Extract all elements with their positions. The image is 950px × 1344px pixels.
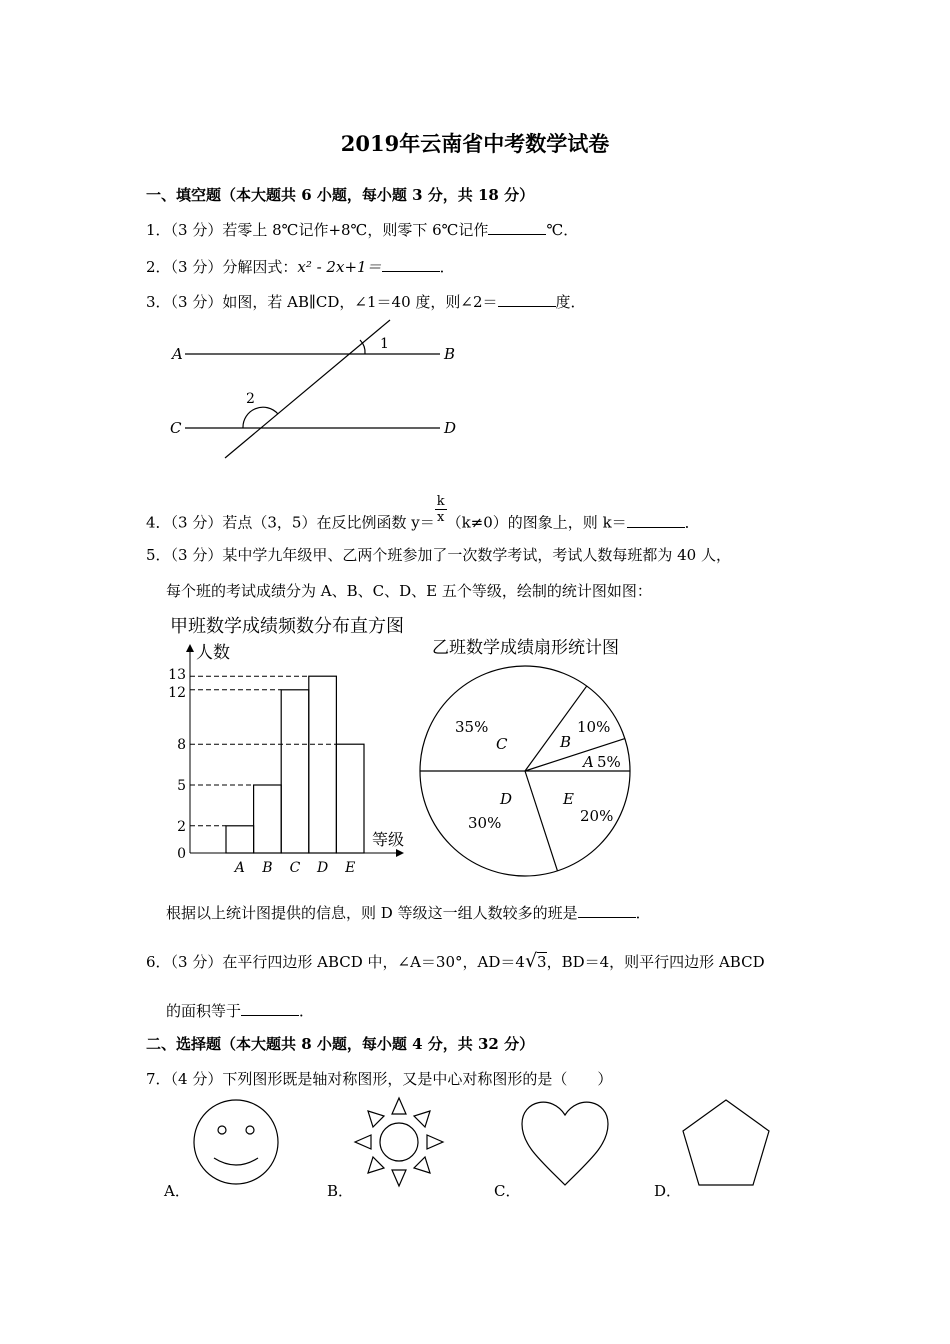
page-title: 2019年云南省中考数学试卷: [340, 131, 610, 156]
q-text: ．: [439, 258, 455, 276]
question-7: [146, 1068, 612, 1089]
q-text: 根据以上统计图提供的信息，则 D 等级这一组人数较多的班是: [166, 904, 578, 922]
q-number: 4．: [146, 513, 171, 532]
q-text: ℃．: [546, 221, 579, 239]
parallel-lines-figure: [185, 320, 440, 458]
q-text: 的面积等于: [166, 1002, 242, 1020]
slice-percent-label: 5%: [597, 753, 621, 771]
q-number: 2．: [146, 258, 171, 276]
question-5-followup: [166, 902, 651, 923]
q-number: 3．: [146, 293, 171, 311]
answer-blank: [627, 513, 685, 528]
slice-percent-label: 35%: [455, 718, 489, 736]
sqrt-sign: √: [524, 950, 538, 972]
answer-blank: [578, 903, 636, 918]
question-6: [146, 950, 765, 972]
label-b: B: [444, 345, 456, 363]
bar: [309, 676, 337, 853]
y-tick-label: 2: [177, 818, 186, 835]
smiley-face-icon: [194, 1100, 278, 1184]
label-angle-1: 1: [380, 336, 389, 352]
question-4: [146, 494, 700, 539]
q-text: （3 分）若点（3，5）在反比例函数 y＝: [170, 513, 435, 532]
section-2-heading: 二、选择题（本大题共 8 小题，每小题 4 分，共 32 分）: [146, 1035, 535, 1053]
slice-boundary: [525, 771, 557, 871]
q-text: （3 分）分解因式：: [170, 258, 298, 276]
q-text: （3 分）如图，若 AB∥CD，∠1＝40 度，则∠2＝: [170, 293, 498, 311]
slice-category-label: B: [560, 733, 572, 751]
y-tick-label: 5: [177, 778, 186, 794]
section-1-heading: 一、填空题（本大题共 6 小题，每小题 3 分，共 18 分）: [146, 186, 535, 204]
q-text: （3 分）若零上 8℃记作+8℃，则零下 6℃记作: [170, 221, 489, 239]
q-text: （4 分）下列图形既是轴对称图形，又是中心对称图形的是（ ）: [170, 1070, 613, 1088]
heart-icon: [522, 1102, 608, 1185]
x-tick-label: D: [316, 860, 329, 876]
pie-chart: [420, 638, 630, 876]
q-text-line2: 每个班的考试成绩分为 A、B、C、D、E 五个等级，绘制的统计图如图：: [166, 582, 652, 600]
option-a: A．: [164, 1182, 190, 1200]
bar: [281, 690, 309, 853]
y-tick-label: 12: [168, 685, 186, 701]
slice-percent-label: 20%: [580, 807, 614, 825]
x-axis-label: 等级: [372, 830, 405, 849]
x-axis-arrow: [396, 849, 404, 857]
q-text: （3 分）某中学九年级甲、乙两个班参加了一次数学考试，考试人数每班都为 40 人，: [170, 546, 731, 564]
q-text: ．: [299, 1002, 315, 1020]
fraction: [435, 494, 447, 525]
q-text: （3 分）在平行四边形 ABCD 中，∠A＝30°，AD＝4: [170, 953, 525, 971]
sqrt-radicand: 3: [537, 953, 547, 971]
bar: [336, 744, 364, 853]
chart-title: 乙班数学成绩扇形统计图: [432, 638, 619, 658]
label-d: D: [444, 419, 457, 437]
x-tick-label: B: [262, 860, 273, 876]
pentagon-icon: [683, 1100, 769, 1185]
chart-title: 甲班数学成绩频数分布直方图: [170, 616, 404, 637]
fraction-denominator: x: [436, 510, 445, 525]
question-5: [146, 544, 731, 565]
y-axis-label: 人数: [196, 643, 230, 663]
label-angle-2: 2: [246, 391, 255, 407]
sun-icon: [355, 1098, 443, 1186]
slice-category-label: A: [583, 753, 594, 771]
option-d: D．: [654, 1182, 682, 1200]
option-shapes: [194, 1098, 769, 1186]
slice-category-label: C: [496, 735, 508, 753]
answer-blank: [241, 1001, 299, 1016]
q-text: 度．: [555, 293, 586, 311]
y-tick-label: 8: [177, 737, 186, 754]
y-tick-label: 13: [168, 667, 186, 683]
label-a: A: [172, 345, 183, 363]
option-b: B．: [327, 1182, 354, 1200]
q-text: ．: [684, 513, 700, 532]
slice-category-label: D: [500, 790, 513, 808]
transversal: [225, 320, 390, 458]
fraction-numerator: k: [436, 494, 445, 509]
q-number: 6．: [146, 953, 171, 971]
histogram: [168, 616, 404, 876]
question-6-line2: [166, 1000, 314, 1021]
slice-category-label: E: [563, 790, 574, 808]
y-axis-arrow: [186, 644, 194, 652]
q-text: （k≠0）的图象上，则 k＝: [446, 513, 627, 532]
x-tick-label: E: [345, 860, 356, 876]
bar: [254, 785, 282, 853]
x-tick-label: A: [234, 860, 245, 876]
x-tick-label: C: [289, 860, 301, 876]
q-number: 1．: [146, 221, 171, 239]
q-expression: x² - 2x+1＝: [297, 258, 382, 276]
q-text: ．: [635, 904, 651, 922]
bar: [226, 826, 254, 853]
q-text: ，BD＝4，则平行四边形 ABCD: [546, 953, 765, 971]
slice-percent-label: 10%: [577, 718, 611, 736]
q-number: 5．: [146, 546, 171, 564]
option-c: C．: [494, 1182, 521, 1200]
y-tick-label: 0: [177, 846, 186, 862]
q-number: 7．: [146, 1070, 171, 1088]
label-c: C: [170, 419, 182, 437]
slice-percent-label: 30%: [468, 814, 502, 832]
